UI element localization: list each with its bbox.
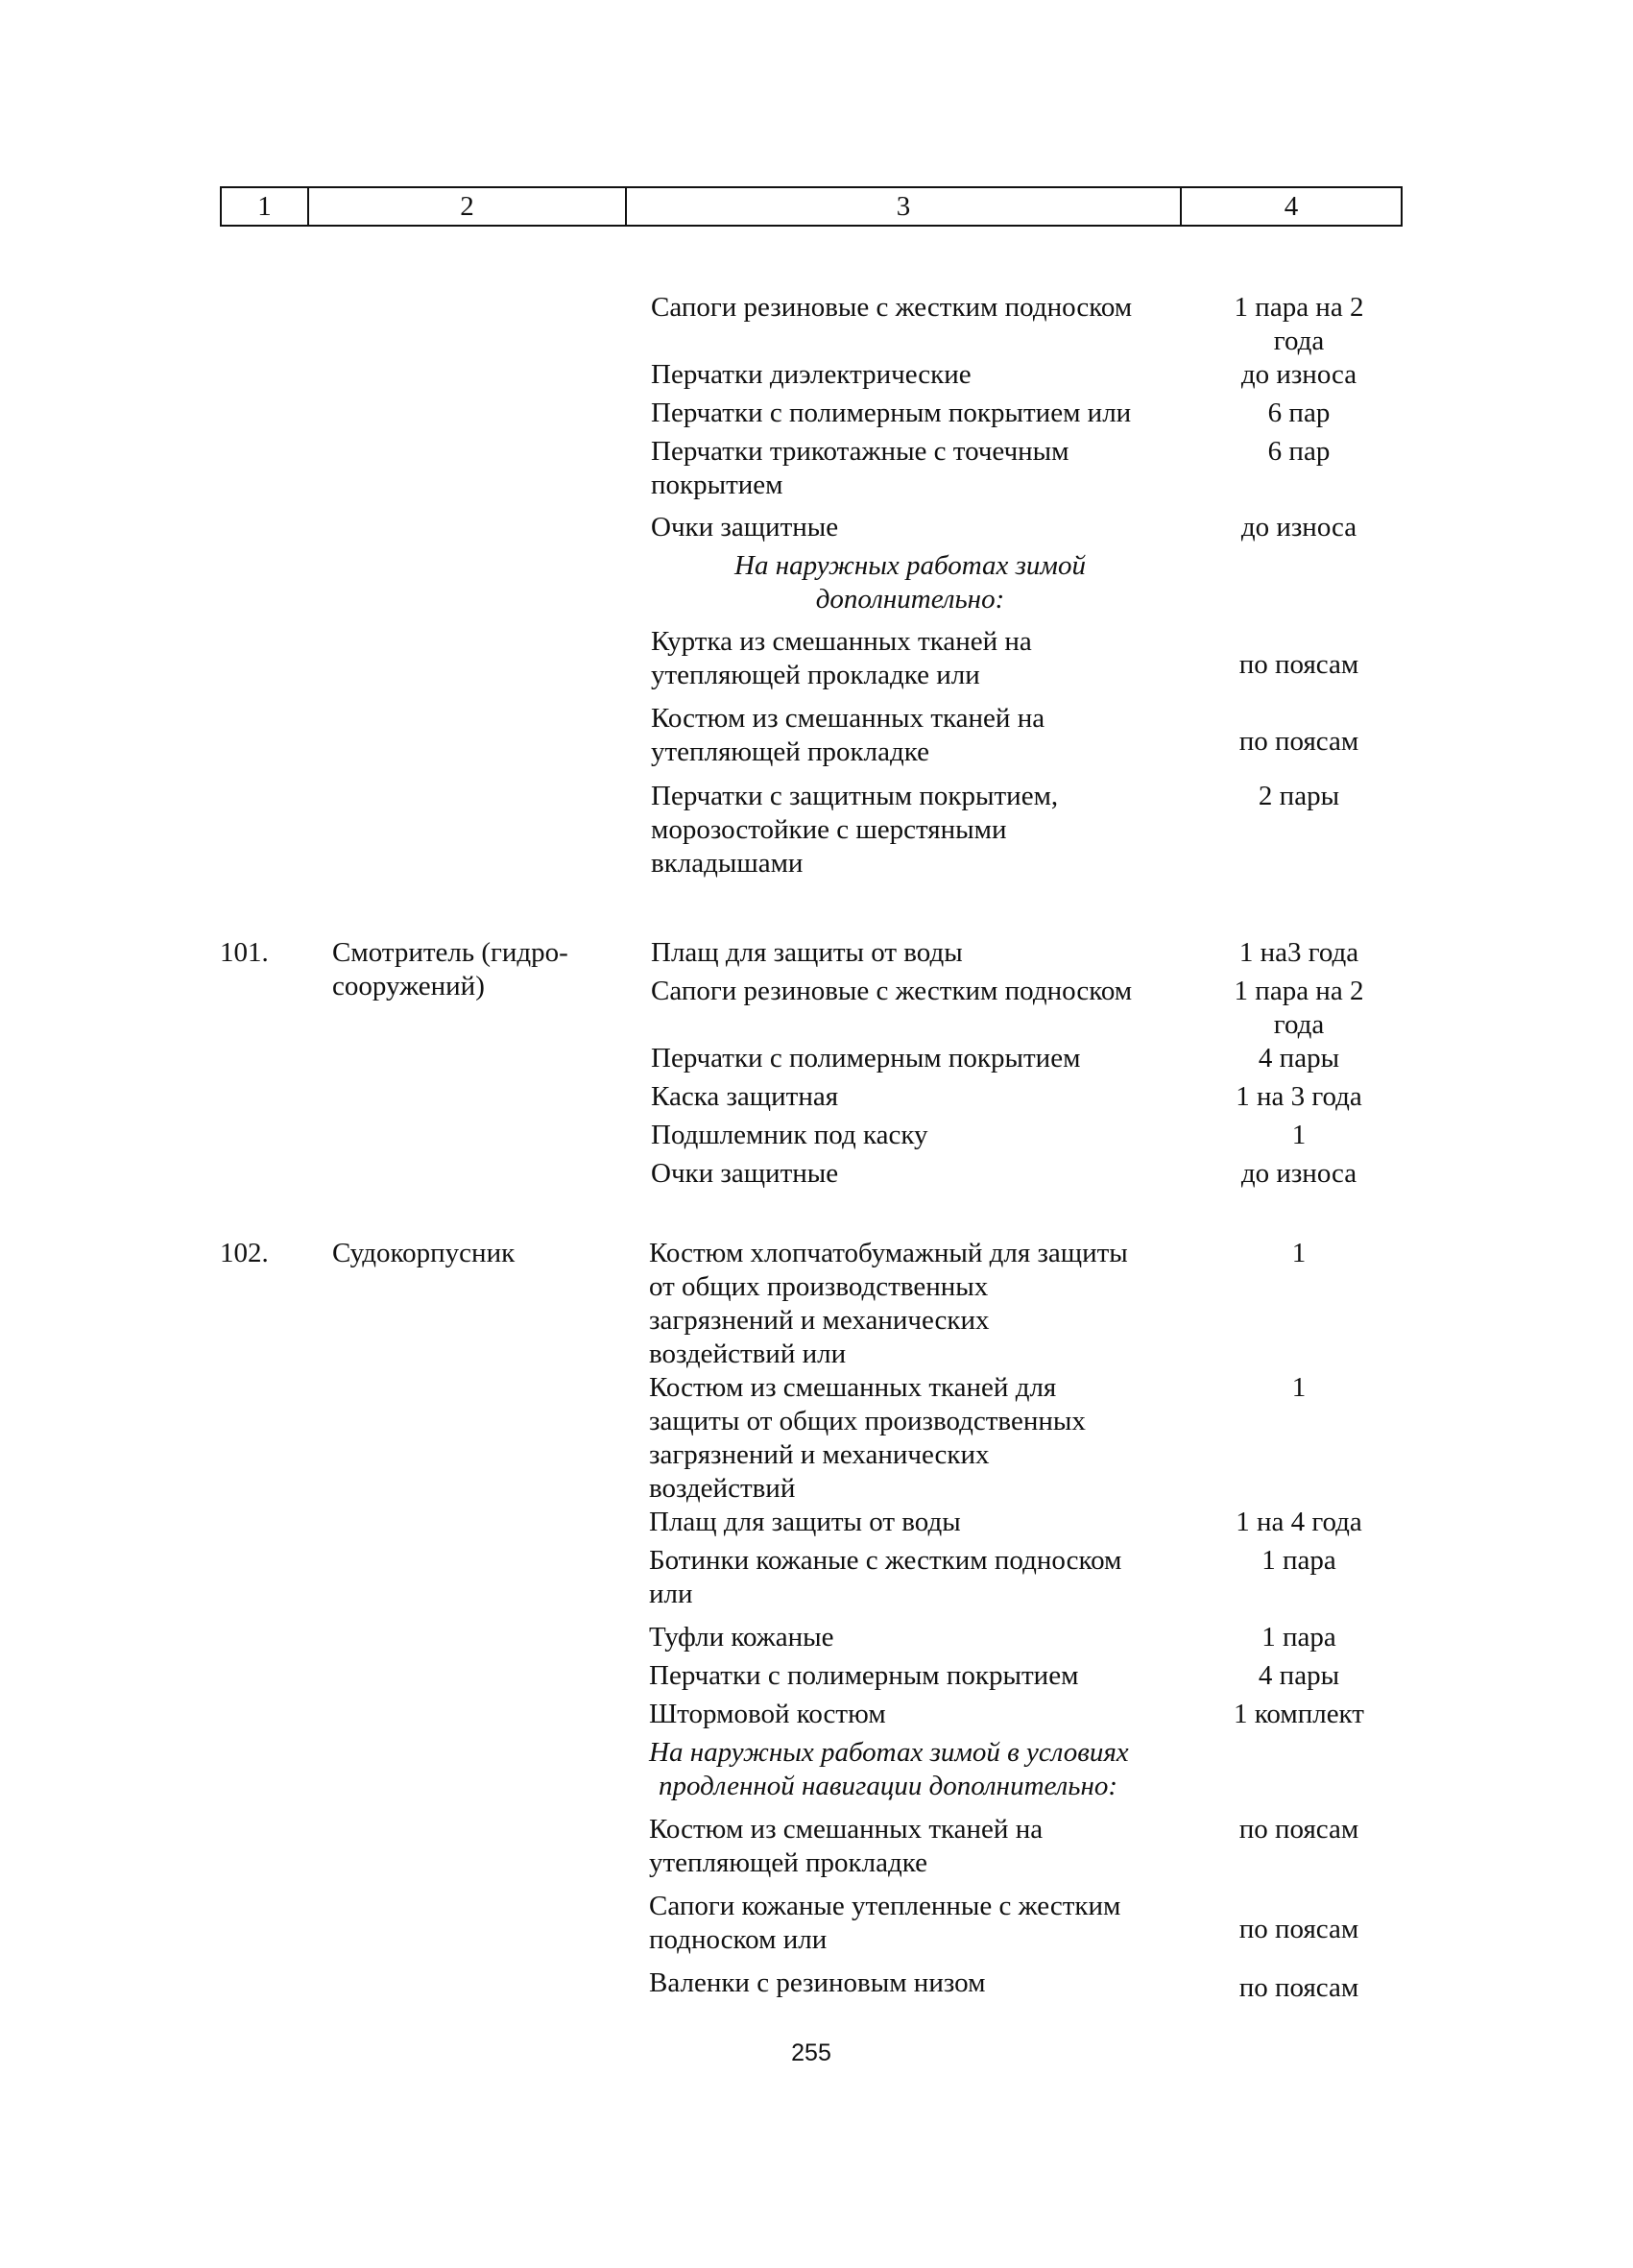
item-quantity: 1 пара: [1261, 1622, 1336, 1653]
item-quantity: 6 пар: [1267, 398, 1331, 428]
item-name: Перчатки диэлектрические: [651, 359, 972, 390]
item-quantity: 4 пары: [1258, 1043, 1340, 1074]
section-note: На наружных работах зимой: [734, 550, 1086, 581]
item-name: Перчатки с полимерным покрытием: [651, 1043, 1081, 1074]
item-name: Валенки с резиновым низом: [649, 1967, 986, 1998]
item-name: Штормовой костюм: [649, 1699, 886, 1729]
column-header-4: 4: [1284, 190, 1299, 222]
item-name: покрытием: [651, 470, 783, 500]
item-name: Сапоги резиновые с жестким подноском: [651, 292, 1133, 323]
item-name: утепляющей прокладке или: [651, 660, 980, 690]
item-name: воздействий или: [649, 1339, 847, 1369]
item-quantity: 1 на3 года: [1238, 937, 1359, 968]
item-name: Ботинки кожаные с жестким подноском: [649, 1545, 1122, 1576]
item-name: вкладышами: [651, 848, 804, 879]
section-note: На наружных работах зимой в условиях: [649, 1737, 1129, 1768]
item-name: Куртка из смешанных тканей на: [651, 626, 1032, 657]
item-name: загрязнений и механических: [649, 1305, 990, 1336]
item-quantity: 1 пара на 2: [1234, 976, 1364, 1006]
item-name: подноском или: [649, 1924, 828, 1955]
item-quantity: 1: [1291, 1372, 1307, 1403]
column-header-1: 1: [222, 188, 309, 225]
item-quantity: 6 пар: [1267, 436, 1331, 467]
item-name: Туфли кожаные: [649, 1622, 834, 1653]
item-name: Костюм из смешанных тканей для: [649, 1372, 1057, 1403]
profession-name: Судокорпусник: [332, 1238, 516, 1268]
item-quantity: 1 пара на 2: [1234, 292, 1364, 323]
section-note: дополнительно:: [815, 584, 1005, 615]
item-quantity: года: [1273, 1009, 1325, 1040]
item-name: от общих производственных: [649, 1271, 989, 1302]
entry-number: 101.: [220, 937, 269, 968]
item-name: утепляющей прокладке: [651, 736, 929, 767]
item-name: Сапоги резиновые с жестким подноском: [651, 976, 1133, 1006]
item-name: защиты от общих производственных: [649, 1406, 1086, 1436]
item-name: Костюм из смешанных тканей на: [649, 1814, 1044, 1845]
item-quantity: до износа: [1240, 1158, 1357, 1189]
item-quantity: по поясам: [1238, 649, 1359, 680]
item-quantity: 1: [1291, 1238, 1307, 1268]
item-name: Плащ для защиты от воды: [649, 1507, 961, 1537]
item-name: Каска защитная: [651, 1081, 839, 1112]
item-quantity: по поясам: [1238, 1814, 1359, 1845]
item-name: Очки защитные: [651, 512, 839, 543]
item-name: или: [649, 1579, 693, 1609]
item-name: Костюм из смешанных тканей на: [651, 703, 1045, 734]
section-note: продленной навигации дополнительно:: [659, 1771, 1118, 1801]
profession-name: Смотритель (гидро-: [332, 937, 568, 968]
item-quantity: до износа: [1240, 512, 1357, 543]
item-name: Перчатки трикотажные с точечным: [651, 436, 1069, 467]
column-header-2: 2: [309, 188, 627, 225]
item-name: Сапоги кожаные утепленные с жестким: [649, 1891, 1121, 1921]
item-quantity: 1: [1291, 1120, 1307, 1150]
item-name: Перчатки с полимерным покрытием: [649, 1660, 1079, 1691]
item-quantity: 1 комплект: [1234, 1699, 1364, 1729]
column-header-3: 3: [627, 188, 1182, 225]
item-quantity: 4 пары: [1258, 1660, 1340, 1691]
item-quantity: 1 на 4 года: [1236, 1507, 1362, 1537]
item-quantity: до износа: [1240, 359, 1357, 390]
entry-number: 102.: [220, 1238, 269, 1268]
item-quantity: 1 пара: [1261, 1545, 1336, 1576]
item-name: Очки защитные: [651, 1158, 839, 1189]
item-name: Перчатки с полимерным покрытием или: [651, 398, 1132, 428]
item-name: воздействий: [649, 1473, 796, 1504]
column-header-row: [220, 186, 1403, 227]
page-number: 255: [791, 2039, 831, 2066]
item-quantity: по поясам: [1238, 726, 1359, 757]
item-quantity: по поясам: [1238, 1972, 1359, 2003]
item-name: загрязнений и механических: [649, 1439, 990, 1470]
item-quantity: 2 пары: [1258, 781, 1340, 811]
profession-name: сооружений): [332, 971, 485, 1001]
item-name: Костюм хлопчатобумажный для защиты: [649, 1238, 1128, 1268]
item-name: Подшлемник под каску: [651, 1120, 928, 1150]
item-name: Плащ для защиты от воды: [651, 937, 963, 968]
item-name: Перчатки с защитным покрытием,: [651, 781, 1059, 811]
item-name: утепляющей прокладке: [649, 1847, 927, 1878]
item-quantity: по поясам: [1238, 1914, 1359, 1944]
item-quantity: года: [1273, 326, 1325, 356]
item-quantity: 1 на 3 года: [1236, 1081, 1362, 1112]
item-name: морозостойкие с шерстяными: [651, 814, 1007, 845]
